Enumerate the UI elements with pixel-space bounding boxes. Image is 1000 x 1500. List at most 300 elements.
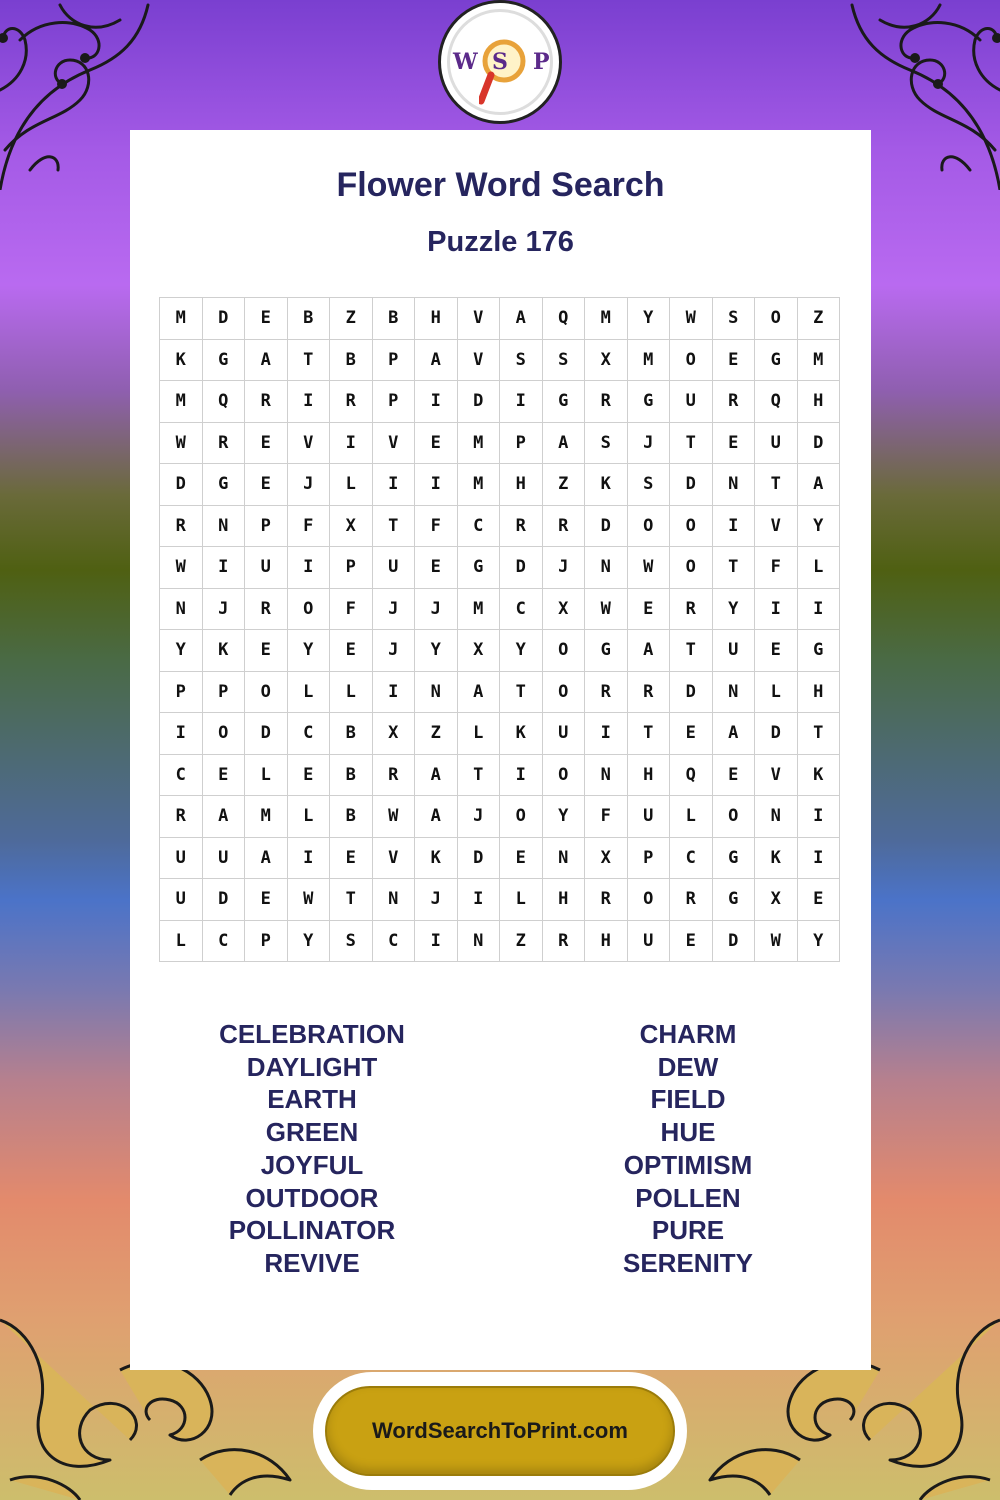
grid-cell[interactable]: V	[755, 505, 798, 547]
grid-cell[interactable]: R	[712, 381, 755, 423]
grid-cell[interactable]: U	[712, 630, 755, 672]
grid-cell[interactable]: Y	[415, 630, 458, 672]
grid-cell[interactable]: R	[585, 381, 628, 423]
grid-cell[interactable]: N	[372, 879, 415, 921]
grid-cell[interactable]: R	[500, 505, 543, 547]
grid-cell[interactable]: M	[457, 464, 500, 506]
grid-cell[interactable]: V	[372, 837, 415, 879]
grid-cell[interactable]: D	[670, 671, 713, 713]
grid-cell[interactable]: P	[245, 505, 288, 547]
grid-cell[interactable]: A	[542, 422, 585, 464]
grid-cell[interactable]: W	[755, 920, 798, 962]
grid-cell[interactable]: N	[585, 547, 628, 589]
grid-cell[interactable]: O	[202, 713, 245, 755]
grid-cell[interactable]: I	[330, 422, 373, 464]
grid-cell[interactable]: J	[372, 588, 415, 630]
grid-cell[interactable]: D	[670, 464, 713, 506]
grid-cell[interactable]: M	[797, 339, 840, 381]
grid-cell[interactable]: I	[797, 796, 840, 838]
grid-cell[interactable]: R	[542, 920, 585, 962]
grid-cell[interactable]: O	[670, 547, 713, 589]
logo-letter-w: W	[453, 49, 478, 75]
grid-cell[interactable]: A	[415, 754, 458, 796]
grid-cell[interactable]: O	[627, 505, 670, 547]
grid-cell[interactable]: U	[670, 381, 713, 423]
grid-cell[interactable]: K	[202, 630, 245, 672]
grid-cell[interactable]: N	[712, 464, 755, 506]
grid-cell[interactable]: L	[755, 671, 798, 713]
grid-cell[interactable]: O	[670, 505, 713, 547]
grid-cell[interactable]: L	[457, 713, 500, 755]
word-list-item: OUTDOOR	[245, 1182, 379, 1213]
grid-row	[160, 879, 840, 921]
grid-cell[interactable]: I	[287, 837, 330, 879]
grid-cell[interactable]: C	[160, 754, 203, 796]
grid-cell[interactable]: J	[287, 464, 330, 506]
grid-cell[interactable]: L	[670, 796, 713, 838]
grid-cell[interactable]: Q	[202, 381, 245, 423]
word-list-item: PURE	[651, 1215, 725, 1246]
grid-cell[interactable]: O	[627, 879, 670, 921]
grid-cell[interactable]: L	[287, 796, 330, 838]
grid-cell[interactable]: G	[755, 339, 798, 381]
grid-cell[interactable]: Y	[797, 920, 840, 962]
grid-row	[160, 422, 840, 464]
grid-cell[interactable]: K	[415, 837, 458, 879]
grid-cell[interactable]: O	[500, 796, 543, 838]
grid-cell[interactable]: O	[542, 630, 585, 672]
grid-cell[interactable]: S	[542, 339, 585, 381]
grid-cell[interactable]: H	[627, 754, 670, 796]
grid-cell[interactable]: P	[627, 837, 670, 879]
grid-cell[interactable]: Y	[287, 630, 330, 672]
grid-cell[interactable]: V	[287, 422, 330, 464]
grid-cell[interactable]: U	[245, 547, 288, 589]
grid-cell[interactable]: F	[287, 505, 330, 547]
grid-cell[interactable]: X	[542, 588, 585, 630]
grid-cell[interactable]: B	[287, 298, 330, 340]
grid-cell[interactable]: I	[415, 381, 458, 423]
grid-cell[interactable]: U	[160, 879, 203, 921]
word-list-item: CHARM	[639, 1019, 737, 1049]
grid-cell[interactable]: T	[797, 713, 840, 755]
grid-cell[interactable]: Z	[330, 298, 373, 340]
grid-cell[interactable]: P	[330, 547, 373, 589]
grid-cell[interactable]: T	[372, 505, 415, 547]
grid-cell[interactable]: D	[457, 381, 500, 423]
grid-cell[interactable]: D	[457, 837, 500, 879]
word-list-item: OPTIMISM	[623, 1149, 753, 1180]
grid-cell[interactable]: P	[202, 671, 245, 713]
grid-cell[interactable]: I	[372, 464, 415, 506]
grid-cell[interactable]: X	[372, 713, 415, 755]
grid-cell[interactable]: B	[330, 339, 373, 381]
grid-cell[interactable]: T	[712, 547, 755, 589]
grid-cell[interactable]: I	[500, 381, 543, 423]
grid-cell[interactable]: K	[585, 464, 628, 506]
grid-cell[interactable]: T	[670, 630, 713, 672]
grid-cell[interactable]: S	[627, 464, 670, 506]
grid-cell[interactable]: J	[542, 547, 585, 589]
grid-cell[interactable]: X	[585, 837, 628, 879]
grid-cell[interactable]: E	[415, 547, 458, 589]
grid-cell[interactable]: L	[245, 754, 288, 796]
grid-cell[interactable]: E	[500, 837, 543, 879]
grid-cell[interactable]: E	[712, 422, 755, 464]
grid-cell[interactable]: Z	[415, 713, 458, 755]
grid-cell[interactable]: W	[160, 547, 203, 589]
grid-cell[interactable]: L	[287, 671, 330, 713]
grid-cell[interactable]: I	[160, 713, 203, 755]
grid-cell[interactable]: Z	[500, 920, 543, 962]
grid-cell[interactable]: R	[160, 505, 203, 547]
grid-cell[interactable]: J	[627, 422, 670, 464]
grid-cell[interactable]: W	[627, 547, 670, 589]
grid-cell[interactable]: E	[670, 920, 713, 962]
grid-cell[interactable]: S	[330, 920, 373, 962]
grid-cell[interactable]: Q	[670, 754, 713, 796]
grid-cell[interactable]: O	[542, 671, 585, 713]
grid-cell[interactable]: O	[245, 671, 288, 713]
grid-cell[interactable]: M	[585, 298, 628, 340]
grid-cell[interactable]: Y	[542, 796, 585, 838]
grid-cell[interactable]: A	[712, 713, 755, 755]
grid-cell[interactable]: E	[670, 713, 713, 755]
word-list-item: REVIVE	[264, 1247, 360, 1278]
grid-cell[interactable]: E	[245, 879, 288, 921]
grid-cell[interactable]: P	[500, 422, 543, 464]
grid-cell[interactable]: K	[755, 837, 798, 879]
grid-cell[interactable]: M	[160, 381, 203, 423]
grid-cell[interactable]: I	[287, 547, 330, 589]
grid-row	[160, 630, 840, 672]
grid-cell[interactable]: E	[287, 754, 330, 796]
grid-cell[interactable]: R	[670, 879, 713, 921]
grid-cell[interactable]: H	[797, 671, 840, 713]
grid-cell[interactable]: W	[287, 879, 330, 921]
grid-cell[interactable]: A	[245, 339, 288, 381]
grid-cell[interactable]: G	[585, 630, 628, 672]
grid-cell[interactable]: J	[457, 796, 500, 838]
grid-cell[interactable]: Y	[500, 630, 543, 672]
grid-cell[interactable]: A	[415, 796, 458, 838]
grid-cell[interactable]: C	[287, 713, 330, 755]
grid-cell[interactable]: I	[287, 381, 330, 423]
grid-cell[interactable]: M	[457, 588, 500, 630]
grid-cell[interactable]: U	[202, 837, 245, 879]
grid-cell[interactable]: T	[330, 879, 373, 921]
grid-cell[interactable]: D	[585, 505, 628, 547]
grid-cell[interactable]: R	[542, 505, 585, 547]
grid-cell[interactable]: U	[372, 547, 415, 589]
grid-cell[interactable]: E	[627, 588, 670, 630]
grid-cell[interactable]: L	[330, 671, 373, 713]
page-title: Flower Word Search	[336, 166, 665, 204]
grid-cell[interactable]: R	[245, 381, 288, 423]
grid-cell[interactable]: X	[585, 339, 628, 381]
word-list-item: FIELD	[650, 1084, 726, 1115]
grid-cell[interactable]: U	[627, 920, 670, 962]
grid-cell[interactable]: G	[712, 837, 755, 879]
grid-cell[interactable]: T	[287, 339, 330, 381]
grid-cell[interactable]: N	[415, 671, 458, 713]
grid-cell[interactable]: G	[457, 547, 500, 589]
grid-cell[interactable]: E	[202, 754, 245, 796]
grid-cell[interactable]: A	[797, 464, 840, 506]
grid-cell[interactable]: M	[457, 422, 500, 464]
grid-cell[interactable]: G	[202, 464, 245, 506]
grid-cell[interactable]: F	[585, 796, 628, 838]
grid-row	[160, 339, 840, 381]
grid-cell[interactable]: X	[330, 505, 373, 547]
grid-cell[interactable]: R	[627, 671, 670, 713]
grid-cell[interactable]: C	[372, 920, 415, 962]
grid-cell[interactable]: M	[245, 796, 288, 838]
grid-cell[interactable]: E	[245, 298, 288, 340]
word-list-item: POLLINATOR	[228, 1215, 396, 1246]
grid-cell[interactable]: I	[797, 588, 840, 630]
grid-cell[interactable]: W	[372, 796, 415, 838]
grid-cell[interactable]: T	[670, 422, 713, 464]
grid-cell[interactable]: B	[330, 754, 373, 796]
grid-cell[interactable]: R	[202, 422, 245, 464]
grid-cell[interactable]: V	[755, 754, 798, 796]
grid-cell[interactable]: L	[797, 547, 840, 589]
word-list-right	[508, 1018, 868, 1280]
grid-cell[interactable]: Y	[287, 920, 330, 962]
logo-letter-p: P	[533, 49, 550, 75]
grid-cell[interactable]: R	[160, 796, 203, 838]
grid-cell[interactable]: E	[330, 837, 373, 879]
wsp-logo[interactable]	[438, 0, 562, 124]
grid-cell[interactable]: D	[712, 920, 755, 962]
grid-row	[160, 920, 840, 962]
grid-cell[interactable]: Q	[755, 381, 798, 423]
grid-cell[interactable]: R	[670, 588, 713, 630]
grid-cell[interactable]: Z	[542, 464, 585, 506]
grid-cell[interactable]: H	[542, 879, 585, 921]
grid-cell[interactable]: I	[372, 671, 415, 713]
grid-cell[interactable]: E	[245, 464, 288, 506]
puzzle-number: Puzzle 176	[427, 226, 574, 258]
grid-cell[interactable]: O	[542, 754, 585, 796]
grid-cell[interactable]: X	[457, 630, 500, 672]
grid-cell[interactable]: M	[627, 339, 670, 381]
grid-cell[interactable]: C	[457, 505, 500, 547]
grid-cell[interactable]: D	[797, 422, 840, 464]
word-list-item: HUE	[660, 1117, 716, 1148]
grid-cell[interactable]: E	[755, 630, 798, 672]
grid-cell[interactable]: T	[627, 713, 670, 755]
grid-cell[interactable]: D	[160, 464, 203, 506]
grid-cell[interactable]: A	[202, 796, 245, 838]
grid-cell[interactable]: H	[797, 381, 840, 423]
grid-cell[interactable]: I	[500, 754, 543, 796]
grid-cell[interactable]: I	[415, 464, 458, 506]
grid-cell[interactable]: A	[245, 837, 288, 879]
grid-cell[interactable]: Q	[542, 298, 585, 340]
grid-cell[interactable]: J	[415, 879, 458, 921]
grid-cell[interactable]: X	[755, 879, 798, 921]
grid-cell[interactable]: I	[457, 879, 500, 921]
grid-row	[160, 796, 840, 838]
grid-cell[interactable]: I	[202, 547, 245, 589]
grid-cell[interactable]: V	[372, 422, 415, 464]
word-list-item: EARTH	[267, 1084, 357, 1115]
grid-cell[interactable]: G	[627, 381, 670, 423]
grid-cell[interactable]: O	[712, 796, 755, 838]
grid-cell[interactable]: F	[755, 547, 798, 589]
grid-cell[interactable]: L	[500, 879, 543, 921]
grid-cell[interactable]: D	[755, 713, 798, 755]
grid-cell[interactable]: D	[202, 879, 245, 921]
grid-cell[interactable]: U	[542, 713, 585, 755]
grid-cell[interactable]: N	[457, 920, 500, 962]
grid-cell[interactable]: F	[415, 505, 458, 547]
grid-cell[interactable]: I	[585, 713, 628, 755]
grid-cell[interactable]: B	[330, 713, 373, 755]
grid-cell[interactable]: V	[457, 298, 500, 340]
word-list-item: DEW	[657, 1051, 719, 1082]
grid-cell[interactable]: D	[245, 713, 288, 755]
grid-cell[interactable]: O	[755, 298, 798, 340]
word-list-item: CELEBRATION	[219, 1019, 405, 1049]
grid-cell[interactable]: G	[202, 339, 245, 381]
grid-cell[interactable]: L	[160, 920, 203, 962]
grid-cell[interactable]: E	[797, 879, 840, 921]
grid-cell[interactable]: N	[755, 796, 798, 838]
grid-cell[interactable]: Z	[797, 298, 840, 340]
grid-cell[interactable]: I	[712, 505, 755, 547]
grid-row	[160, 671, 840, 713]
grid-cell[interactable]: K	[500, 713, 543, 755]
grid-cell[interactable]: N	[160, 588, 203, 630]
grid-cell[interactable]: N	[202, 505, 245, 547]
grid-cell[interactable]: E	[712, 339, 755, 381]
grid-cell[interactable]: C	[500, 588, 543, 630]
site-link-button[interactable]	[325, 1386, 675, 1476]
grid-cell[interactable]: U	[755, 422, 798, 464]
grid-cell[interactable]: J	[415, 588, 458, 630]
grid-cell[interactable]: H	[500, 464, 543, 506]
grid-cell[interactable]: W	[585, 588, 628, 630]
grid-cell[interactable]: T	[500, 671, 543, 713]
grid-cell[interactable]: P	[372, 381, 415, 423]
grid-cell[interactable]: R	[585, 879, 628, 921]
grid-cell[interactable]: A	[627, 630, 670, 672]
grid-cell[interactable]: H	[585, 920, 628, 962]
grid-cell[interactable]: E	[245, 630, 288, 672]
grid-cell[interactable]: M	[160, 298, 203, 340]
grid-cell[interactable]: J	[372, 630, 415, 672]
grid-cell[interactable]: S	[500, 339, 543, 381]
corner-ornament-top-left	[0, 0, 150, 190]
grid-cell[interactable]: G	[712, 879, 755, 921]
grid-cell[interactable]: P	[160, 671, 203, 713]
word-list-item: GREEN	[265, 1117, 359, 1148]
word-list-item: POLLEN	[635, 1182, 741, 1213]
grid-cell[interactable]: V	[457, 339, 500, 381]
grid-cell[interactable]: W	[670, 298, 713, 340]
grid-cell[interactable]: D	[202, 298, 245, 340]
grid-cell[interactable]: B	[330, 796, 373, 838]
grid-row	[160, 713, 840, 755]
grid-cell[interactable]: T	[457, 754, 500, 796]
grid-cell[interactable]: U	[627, 796, 670, 838]
grid-cell[interactable]: L	[330, 464, 373, 506]
grid-row	[160, 588, 840, 630]
grid-cell[interactable]: B	[372, 298, 415, 340]
grid-cell[interactable]: S	[712, 298, 755, 340]
grid-cell[interactable]: N	[542, 837, 585, 879]
grid-cell[interactable]: E	[330, 630, 373, 672]
word-list-left	[132, 1018, 492, 1280]
grid-cell[interactable]: R	[585, 671, 628, 713]
grid-cell[interactable]: J	[202, 588, 245, 630]
grid-cell[interactable]: C	[670, 837, 713, 879]
site-link-label: WordSearchToPrint.com	[372, 1418, 628, 1443]
grid-cell[interactable]: C	[202, 920, 245, 962]
grid-cell[interactable]: N	[712, 671, 755, 713]
grid-cell[interactable]: E	[245, 422, 288, 464]
grid-cell[interactable]: Y	[160, 630, 203, 672]
corner-ornament-top-right	[850, 0, 1000, 190]
word-list-item: SERENITY	[622, 1247, 754, 1278]
grid-cell[interactable]: G	[797, 630, 840, 672]
grid-cell[interactable]: Y	[627, 298, 670, 340]
grid-cell[interactable]: G	[542, 381, 585, 423]
grid-cell[interactable]: O	[670, 339, 713, 381]
grid-cell[interactable]: N	[585, 754, 628, 796]
grid-cell[interactable]: K	[160, 339, 203, 381]
grid-cell[interactable]: S	[585, 422, 628, 464]
grid-cell[interactable]: I	[755, 588, 798, 630]
grid-cell[interactable]: O	[287, 588, 330, 630]
grid-cell[interactable]: T	[755, 464, 798, 506]
grid-cell[interactable]: P	[245, 920, 288, 962]
grid-cell[interactable]: K	[797, 754, 840, 796]
grid-cell[interactable]: R	[330, 381, 373, 423]
letter-grid	[159, 297, 840, 962]
grid-cell[interactable]: E	[415, 422, 458, 464]
logo-letter-s: S	[492, 49, 508, 75]
grid-cell[interactable]: W	[160, 422, 203, 464]
grid-cell[interactable]: Y	[797, 505, 840, 547]
grid-cell[interactable]: I	[797, 837, 840, 879]
grid-cell[interactable]: R	[372, 754, 415, 796]
grid-row	[160, 298, 840, 340]
grid-cell[interactable]: A	[500, 298, 543, 340]
grid-cell[interactable]: P	[372, 339, 415, 381]
grid-row	[160, 547, 840, 589]
grid-cell[interactable]: A	[415, 339, 458, 381]
grid-cell[interactable]: Y	[712, 588, 755, 630]
grid-row	[160, 505, 840, 547]
grid-cell[interactable]: R	[245, 588, 288, 630]
grid-cell[interactable]: A	[457, 671, 500, 713]
grid-cell[interactable]: H	[415, 298, 458, 340]
word-list-item: DAYLIGHT	[246, 1051, 378, 1082]
grid-row	[160, 464, 840, 506]
grid-row	[160, 754, 840, 796]
grid-cell[interactable]: I	[415, 920, 458, 962]
grid-cell[interactable]: E	[712, 754, 755, 796]
grid-cell[interactable]: F	[330, 588, 373, 630]
grid-row	[160, 381, 840, 423]
grid-cell[interactable]: U	[160, 837, 203, 879]
grid-cell[interactable]: D	[500, 547, 543, 589]
word-list-item: JOYFUL	[260, 1149, 364, 1180]
